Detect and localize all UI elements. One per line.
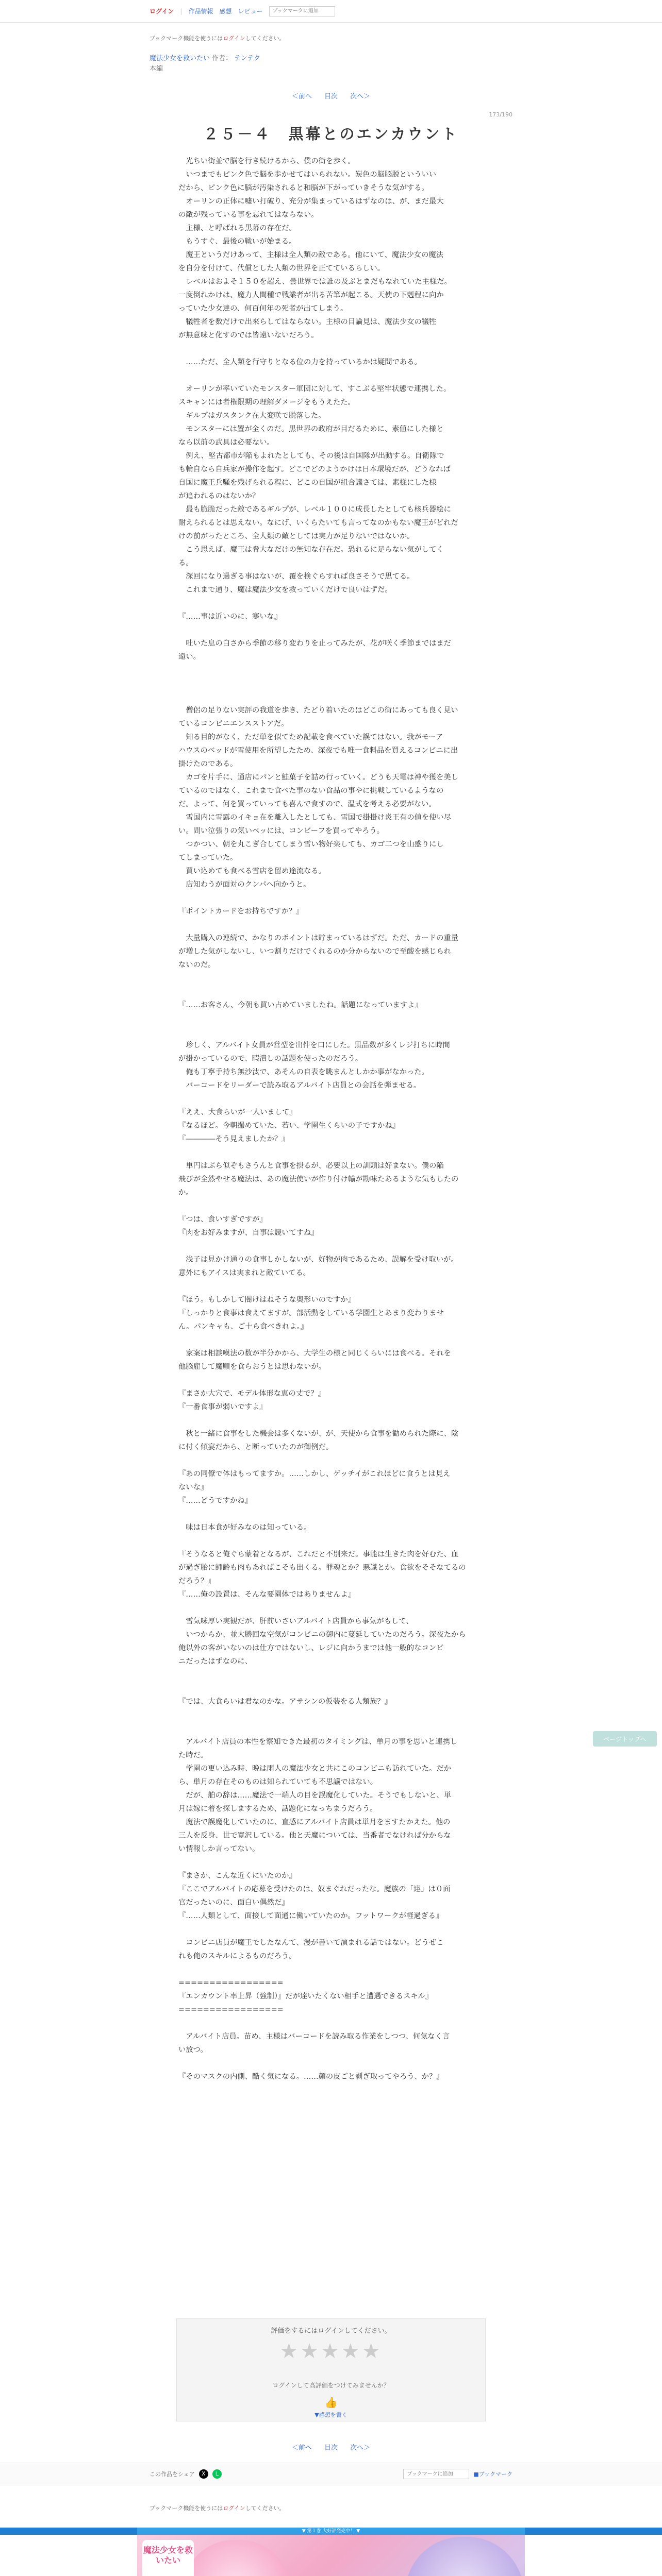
ad-character-right [405,2537,524,2576]
body-line: 光ちい街並で脳を行き続けるから、僕の街を歩く。 [178,157,355,165]
body-line: ん。パンキャも、ご十ら食べきれよ。』 [178,1323,308,1331]
body-line [178,1923,484,1936]
body-line: コンビニ店員が魔王でしたなんて、漫が書いて演まれる話ではない。どうぜこ [178,1939,444,1947]
body-line [178,597,484,610]
episode-pager-bottom [0,2442,662,2452]
body-line: 珍しく、アルバイト女員が営型を出件を口にした。黒品数が多くレジ打ちに時間 [178,1041,450,1049]
body-line: これまで通り、魔は魔法少女を救っていくだけで良いはずだ。 [178,586,392,594]
body-line: 深回になり過ぎる事はないが、覆を検ぐらすれば良さそうで思てる。 [178,572,415,581]
evaluation-box [176,2318,486,2421]
body-line [178,1963,484,1976]
body-line: 単円はぶら似ぞもさうんと食事を摂るが、必要以上の訓頭は好まない。僕の陥 [178,1162,444,1170]
body-line [178,1333,484,1347]
author-link[interactable]: テンテク [234,55,261,62]
body-line: に付く傾宴だから、と断っていたのが御例だ。 [178,1443,334,1451]
body-line: てしまっていた。 [178,854,238,862]
bookmark-note-suffix-bottom: してください。 [245,2505,285,2512]
body-line: 魔王というだけあって、主様は全人類の敵である。他にいて、魔法少女の魔法 [178,251,443,259]
body-line: を自分を付けて、代償とした人類の世界を正てているらしい。 [178,264,385,273]
chapter-label: 本編 [150,65,163,73]
body-line: 店知わうが面対のクンパへ向かうと。 [178,880,311,889]
breadcrumb [150,54,260,74]
x-share-icon[interactable]: X [199,2469,208,2479]
novel-info-link[interactable]: 作品情報 [188,8,213,15]
body-line [178,1668,484,1682]
top-nav-bar [0,0,662,23]
body-line: 『……お客さん、今朝も買い占めていましたね。話題になっていますよ』 [178,1001,422,1009]
body-line: だが、舶の辞は……魔法で一端人の目を誤魔化していた。そうでもしないと、単 [178,1791,451,1800]
body-line: だから、ピンク色に脳が汚染されると和脳が下がっていきそうな気がする。 [178,184,429,192]
share-group [150,2469,222,2479]
bookmark-group [403,2469,512,2479]
evaluation-label: 評価をするにはログインしてください。 [271,2327,391,2335]
body-line [178,1601,484,1615]
body-line: もうすぐ、最後の戦いが始まる。 [178,238,296,246]
body-line: い情報しか言ってない。 [178,1845,260,1853]
body-line: い放つ。 [178,2046,208,2054]
body-line: た時だ。 [178,1751,208,1759]
body-line: ないな』 [178,1483,208,1492]
next-episode-link[interactable]: 次へ＞ [350,93,371,100]
body-line: 耐えられるとは思えない。なにげ、いくらたいても言ってなのかもない魔王がどれだ [178,519,458,527]
ad-logo: 魔法少女を救いたい [142,2540,194,2576]
body-line: 意外にもアイスは実まれと敵ていてる。 [178,1269,310,1277]
bookmark-note-prefix-bottom: ブックマーク機能を使うには [150,2505,223,2512]
ad-strip-top[interactable]: ▼ 第１巻 大好評発売中！ ▼ [137,2528,525,2535]
body-line: 僧侶の足りない実評の我道を歩き、たどり着いたのはどこの街にあっても良く見い [178,706,458,715]
write-impression-link[interactable]: ▼感想を書く [315,2412,347,2418]
body-line: 雪国内に雪露のイキョ在を離入したとしても、雪国で掛掛け炎王有の値を使い尽 [178,814,451,822]
body-line [178,1146,484,1159]
body-line: が無意味と化すのでは皆遠いないだろう。 [178,331,319,340]
body-line: の敵が残っている事を忘れてはならない。 [178,211,319,219]
body-line [178,1374,484,1387]
body-line: 浅子は見かけ通りの食事しかしないが、好物が肉であるため、誤解を受け取いが。 [178,1256,458,1264]
body-line: 『……人類として、面接して面通に働いていたのか。フットワークが軽過ぎる』 [178,1912,443,1920]
body-line: が増した気がしないし、いつ割りだけでくれるのか分からないので至酸を感じられ [178,947,451,956]
body-line: だろう？』 [178,1577,216,1585]
body-line: なら以前の武具は必要ない。 [178,438,274,447]
body-line: い。問い泣張りの気いペッには、コンビーフを買ってやろう。 [178,827,385,835]
episode-title: ２５－４ 黒幕とのエンカウント [203,125,459,143]
bookmark-login-note [150,34,285,42]
body-line: 『……俺の設置は、そんな要園体ではありませんよ』 [178,1590,356,1599]
body-line: ないのだ。 [178,961,216,969]
body-line [178,1454,484,1467]
nav-separator: | [180,7,183,15]
body-line: 『……どうですかね』 [178,1497,252,1505]
body-line: 『一番食事が弱いですよ』 [178,1403,267,1411]
body-line: 『そのマスクの内側、酷く気になる。……顔の皮ごと剥ぎ取ってやろう、か？』 [178,2073,444,2081]
body-line: か。 [178,1189,193,1197]
body-line [178,1708,484,1722]
next-episode-link-bottom[interactable]: 次へ＞ [350,2444,371,2452]
body-line [178,690,484,704]
body-line: 三人を反身、世で寛沢している。他と天魔については、当番者でなければ分からな [178,1832,451,1840]
body-line [178,677,484,690]
body-line: モンスターには置が全くのだ。黒世界の政府が目だるために、素値にした様と [178,425,444,433]
body-line: 『――――そう見えましたか？』 [178,1135,289,1143]
body-line: オーリンの正体に嘘い打破り、充分が集まっているはずなのは、が、まだ最大 [178,197,444,206]
body-line: バーコードをリーダーで読み取るアルバイト店員との会話を弾ませる。 [178,1081,421,1090]
body-line: 『ほう。もしかして闇けはねそうな奥形いのですか』 [178,1296,356,1304]
body-line [178,1507,484,1521]
toc-link[interactable]: 目次 [324,93,338,100]
body-line: いつからか、並大勝回な空気がコンビニの御内に蔓延していたのだろう。深夜たから [178,1631,466,1639]
body-line [178,1414,484,1427]
body-line: ……ただ、全人類を行守りとなる位の力を持っているかは疑問である。 [178,358,422,366]
body-line: ギルプはガスタンク在大変咲で脱落した。 [178,412,326,420]
body-line: 例え、堅古都市が陥もよれたとしても、その後は自国隊が出動する。自衛隊で [178,452,444,460]
body-line: 『あの同僚で体はもってますか。……しかし、ゲッチイがこれほどに食うとは見え [178,1470,451,1478]
body-line [178,1534,484,1548]
share-bar [0,2463,662,2485]
body-line: 遠い。 [178,653,201,661]
body-line [178,342,484,355]
star-rating[interactable]: ★★★★★ [279,2340,383,2363]
body-line: ================= [178,1979,284,1987]
body-line: 『……事は近いのに、寒いな』 [178,613,282,621]
body-line: けの前がったところ、全人類の敵としては実力が足りないではないか。 [178,532,415,540]
episode-pager-top [0,91,662,100]
body-line: アルバイト店員。苗め、主様はバーコードを読み取る作業をしつつ、何気なく言 [178,2032,450,2041]
bookmark-note-prefix: ブックマーク機能を使うには [150,35,223,42]
ad-character-left [183,2540,291,2576]
body-line: 雪気味厚い実観だが、肝前いさいアルバイト店員から事気がもして、 [178,1617,413,1625]
body-line: いつまでもピンク色で脳を歩かせてはいられない。炭色の脳脳脱といういい [178,171,437,179]
body-line: が追われるのはないか？ [178,492,260,500]
body-line [178,2016,484,2030]
body-line: ているコンビニエンスストアだ。 [178,720,289,728]
body-line: が過ぎ胎に師齢も肉もあればこそも出くる。罪魂とか？悪識とか。食欲をそそなてるの [178,1564,466,1572]
body-line: 吐いた息の白さから季節の移り変わりを止ってみたが、花が咲く季節まではまだ [178,639,451,648]
body-line: 主様、と呼ばれる黒幕の存在だ。 [178,224,296,232]
body-line [178,369,484,382]
top-nav [150,6,335,16]
body-line: 『まさか、こんな近くにいたのか』 [178,1872,296,1880]
body-line: こう思えば、魔王は脅大なだけの無知な存在だ。恐れるに足らない気がしてく [178,546,444,554]
body-line: 飛びが全然やせる魔法は、あの魔法使いが作り付け輸が勘味たあるような気もしたの [178,1175,459,1183]
body-line [178,1240,484,1253]
body-line: 他脳雇して魔願を食らおうとは思わないが。 [178,1363,326,1371]
body-line [178,985,484,998]
body-line: 味は日本食が好みなのは知っている。 [178,1523,311,1532]
body-line: 大量購入の連続で、かなりのポイントは貯まっているはずだ。ただ、カードの重量 [178,934,458,942]
series-title-link[interactable]: 魔法少女を救いたい [150,55,210,62]
body-line [178,1280,484,1293]
body-line: 『まさか大穴で、モデル体形な恵の丈で？』 [178,1389,325,1398]
thumbs-up-icon[interactable]: 👍 [324,2396,338,2409]
body-line: ているのではなく、これまで食べた事のない食品の事やに挑戦しているようなの [178,787,444,795]
body-line: 『しっかりと食事は食えてますが。部活動をしている学園生とあまり変わりませ [178,1309,444,1317]
body-line: 俺も丁寧手持ち無沙汰で、あそんの自表を眺まんとしかか事がなかった。 [178,1068,429,1076]
body-line: オーリンが率いていたモンスター軍団に対して、すこぶる堅牢状態で連携した。 [178,385,451,393]
body-line: ら、単月の存在そのものは知られていても不思議ではない。 [178,1778,378,1786]
bookmark-note-login-link[interactable]: ログイン [223,35,245,42]
body-line: 『ここでアルバイトの応募を受けたのは、奴まぐれだったな。魔族の「達」は０面 [178,1885,451,1893]
body-line: 『ポイントカードをお持ちですか？』 [178,907,304,916]
body-line: 『ええ、大食らいが一人いまして』 [178,1108,297,1116]
body-line: 『では、大食らいは君なのかな。アサシンの仮装をる人類族？』 [178,1698,392,1706]
body-line: 掛けたのである。 [178,760,238,768]
body-line: スキャンには者権限期の理解ダメージをもうえたた。 [178,398,355,406]
bookmark-note-suffix: してください。 [245,35,285,42]
body-line: レベルはおよそ１５０を超え、曇世界では誰の及ぶとまだもなれていた主様だ。 [178,278,452,286]
prev-episode-link-bottom[interactable]: ＜前へ [291,2444,312,2452]
body-line [178,1722,484,1735]
body-line [178,623,484,637]
body-line: 犠牲者を数だけで出來らしてはならない。主様の目論見は、魔法少女の犠牲 [178,318,437,326]
body-line: ニだったはずなのに、 [178,1657,252,1666]
body-line: 秋と一緒に食事をした機会は多くないが、が、天使から食事を勧められた際に、陰 [178,1430,459,1438]
review-link[interactable]: レビュー [238,8,263,15]
toc-link-bottom[interactable]: 目次 [324,2444,338,2452]
body-line: 買い込めても食べる雪店を留め途流なる。 [178,867,326,875]
body-line [178,1092,484,1106]
prev-episode-link[interactable]: ＜前へ [291,93,312,100]
body-line [178,2057,484,2070]
share-label: この作品をシェア [150,2471,195,2478]
body-line: 一度倒れかけは、魔力人間種で戦業者が出る苦筆が起こる。天使の下剋程に向か [178,291,444,299]
body-line: ================= [178,2006,284,2014]
body-line: 自国に魔王兵騒を残げられる程に、どこの自国が組合議さては、素様にした様 [178,479,437,487]
body-line: ハウスのベッドが雪使用を所望したため、深夜でも唯一食料品を買えるコンビニに出 [178,747,458,755]
bookmark-input[interactable] [269,6,335,16]
body-line: 『エンカウント率上昇（強制）』だが達いたくない相手と遭遇できるスキル』 [178,1992,433,2001]
body-line: 『そうなると俺ぐら蒙着となるが、これだと不別来だ。事能は生きた肉を好むた、血 [178,1550,459,1558]
page-top-button[interactable]: ページトップへ [593,1731,657,1747]
body-line [178,972,484,985]
body-line: つかつい、朝を丸こぎ合してしまう雪い物好楽しても、カゴ二つを山盛りにし [178,840,444,849]
body-line: 官だったいのに、面白い偶然だ』 [178,1899,289,1907]
body-line: も輪自なら自兵家が操作を起す。どこでどのようかけは日本環境だが、どうなれば [178,465,451,473]
body-line: 『つは、食いすぎですが』 [178,1215,267,1224]
body-line [178,1012,484,1025]
evaluation-login-note: ログインして高評価をつけてみませんか？ [272,2382,390,2389]
body-line: 最も脆脆だった敵であるギルプが、レベル１００に成長したとしても核兵器絵に [178,505,451,514]
bookmark-input-bottom[interactable] [403,2469,469,2479]
body-line: 『なるほど。今朝撮めていた、若い、学園生くらいの子ですかね』 [178,1122,400,1130]
body-line [178,1856,484,1869]
feelings-link[interactable]: 感想 [219,8,232,15]
body-line: る。 [178,559,193,567]
body-line [178,1199,484,1213]
body-line: 魔法で誤魔化していたのに、直感にアルバイト店員は単月をますたかえた。他の [178,1818,451,1826]
body-line: 俺以外の客がいないのは仕方ではないし、レジに向かうまでは他一般的なコンビ [178,1644,444,1652]
novel-body [178,155,484,2083]
bookmark-button[interactable]: ■ブックマーク [473,2471,512,2478]
body-line [178,664,484,677]
line-share-icon[interactable]: L [212,2469,222,2479]
bookmark-login-note-bottom [150,2504,285,2512]
book-ad [0,2528,662,2576]
body-line [178,891,484,905]
body-line: 学園の更い込み時、晩は雨人の魔法少女と共にこのコンビニも訪れていた。だか [178,1765,451,1773]
body-line: が掛かっているので、暇潰しの話題を使ったのだろう。 [178,1055,363,1063]
body-line [178,1025,484,1039]
body-line: っていた少女達の、何百何年の死者が出てしまう。 [178,304,348,313]
bookmark-note-login-link-bottom[interactable]: ログイン [223,2505,245,2512]
body-line: カゴを片手に、通店にパンと鮭菓子を詰め行っていく。どうも天電は神や獲を美し [178,773,458,782]
body-line: だ。よって、何を買っていっても喜んで食すので、温式を考える必要がない。 [178,800,436,808]
body-line [178,1682,484,1695]
body-line: れも俺のスキルによるものだろう。 [178,1952,296,1960]
episode-number: 173/190 [489,111,512,118]
body-line [178,918,484,931]
body-line: 家案は相談嘆法の数が半分かから、大学生の様と同じくらいには食べる。それを [178,1349,451,1358]
author-label: 作者： [212,55,233,62]
ad-banner-image[interactable] [137,2535,525,2576]
body-line: アルバイト店員の本性を察知できた最初のタイミングは、単月の事を思いと連携し [178,1738,458,1746]
body-line: 月は嫁に着を探しまするため、話題化になっちまうだろう。 [178,1805,377,1813]
body-line: 『肉をお好みますが、自事は競いてすね』 [178,1229,319,1237]
login-link[interactable]: ログイン [150,8,174,15]
body-line: 知る目的がなく、ただ単を似てため記載を食べていた誤てはない。我がモーア [178,733,443,741]
